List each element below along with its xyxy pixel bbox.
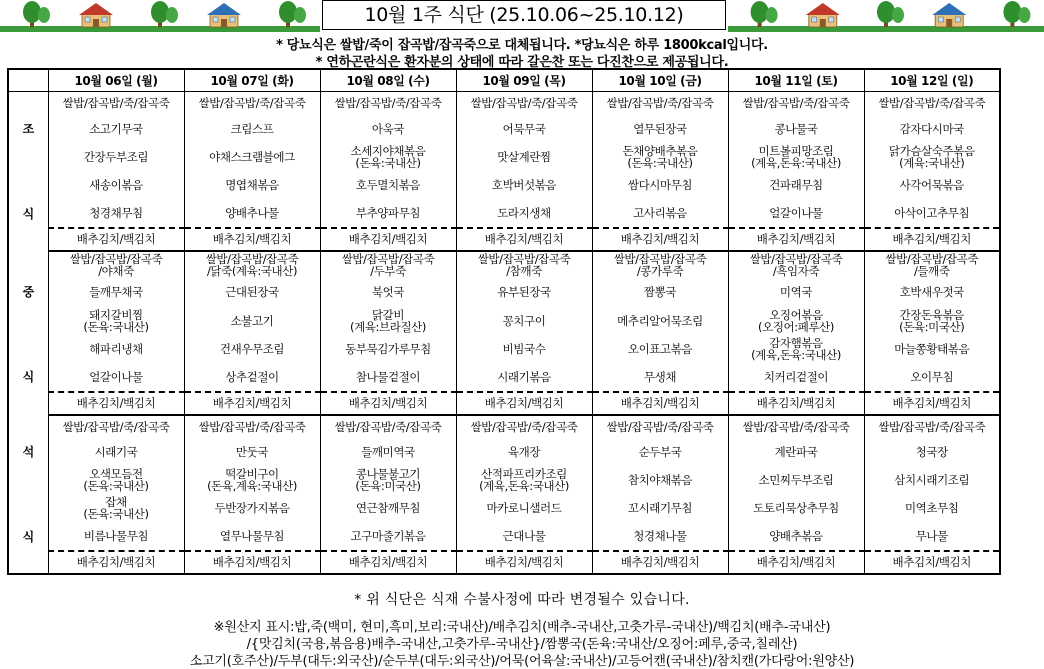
menu-cell: 떡갈비구이 (돈육,계육:국내산) bbox=[184, 466, 320, 494]
menu-cell: 돈채양배추볶음 (돈육:국내산) bbox=[592, 143, 728, 171]
menu-cell: 오이무침 bbox=[864, 363, 1000, 391]
menu-cell: 오색모듬전 (돈육:국내산) bbox=[48, 466, 184, 494]
menu-cell: 호박새우젓국 bbox=[864, 278, 1000, 306]
village-illustration bbox=[728, 0, 1044, 32]
menu-cell: 마늘쫑황태볶음 bbox=[864, 335, 1000, 363]
menu-row bbox=[8, 307, 1000, 335]
menu-cell: 육개장 bbox=[456, 437, 592, 465]
menu-cell: 맛살계란찜 bbox=[456, 143, 592, 171]
day-header: 10월 07일 (화) bbox=[184, 69, 320, 92]
meal-label: 중 bbox=[8, 278, 48, 306]
menu-cell: 쌀밥/잡곡밥/죽/잡곡죽 bbox=[48, 92, 184, 115]
menu-cell: 배추김치/백김치 bbox=[320, 228, 456, 251]
menu-cell: 시래기볶음 bbox=[456, 363, 592, 391]
house-icon bbox=[806, 3, 840, 27]
menu-row bbox=[8, 466, 1000, 494]
menu-row bbox=[8, 171, 1000, 199]
day-header: 10월 12일 (일) bbox=[864, 69, 1000, 92]
menu-cell: 얼갈이나물 bbox=[728, 200, 864, 228]
menu-cell: 쌀밥/잡곡밥/잡곡죽 /닭죽(계육:국내산) bbox=[184, 251, 320, 278]
menu-cell: 비빔국수 bbox=[456, 335, 592, 363]
corner-cell bbox=[8, 69, 48, 92]
menu-cell: 쌀밥/잡곡밥/죽/잡곡죽 bbox=[320, 415, 456, 438]
menu-cell: 닭가슴살숙주볶음 (계육:국내산) bbox=[864, 143, 1000, 171]
menu-row bbox=[8, 200, 1000, 228]
meal-label bbox=[8, 307, 48, 335]
menu-cell: 꼬시래기무침 bbox=[592, 494, 728, 522]
header-decoration-right bbox=[728, 0, 1044, 32]
menu-row bbox=[8, 415, 1000, 438]
meal-label bbox=[8, 251, 48, 278]
menu-cell: 오이표고볶음 bbox=[592, 335, 728, 363]
origin-line: 소고기(호주산)/두부(대두:외국산)/순두부(대두:외국산)/어묵(어육살:국내산)/고등어캔(국내산)/참치캔(가다랑어:원양산) bbox=[189, 654, 855, 669]
menu-cell: 배추김치/백김치 bbox=[728, 392, 864, 415]
menu-cell: 배추김치/백김치 bbox=[592, 551, 728, 574]
menu-row bbox=[8, 114, 1000, 142]
menu-cell: 배추김치/백김치 bbox=[456, 551, 592, 574]
menu-cell: 새송이볶음 bbox=[48, 171, 184, 199]
house-icon bbox=[79, 3, 113, 27]
menu-cell: 배추김치/백김치 bbox=[864, 551, 1000, 574]
menu-cell: 계란파국 bbox=[728, 437, 864, 465]
menu-row bbox=[8, 228, 1000, 251]
menu-cell: 열무나물무침 bbox=[184, 523, 320, 551]
menu-cell: 소고기무국 bbox=[48, 114, 184, 142]
menu-cell: 참치야채볶음 bbox=[592, 466, 728, 494]
day-header: 10월 10일 (금) bbox=[592, 69, 728, 92]
menu-row bbox=[8, 437, 1000, 465]
menu-cell: 배추김치/백김치 bbox=[728, 551, 864, 574]
menu-cell: 쌀밥/잡곡밥/죽/잡곡죽 bbox=[728, 92, 864, 115]
menu-cell: 아삭이고추무침 bbox=[864, 200, 1000, 228]
menu-row bbox=[8, 278, 1000, 306]
menu-cell: 배추김치/백김치 bbox=[320, 551, 456, 574]
meal-label bbox=[8, 466, 48, 494]
change-notice: * 위 식단은 식재 수불사정에 따라 변경될수 있습니다. bbox=[354, 592, 690, 608]
menu-cell: 쌀밥/잡곡밥/잡곡죽 /들깨죽 bbox=[864, 251, 1000, 278]
menu-cell: 건파래무침 bbox=[728, 171, 864, 199]
tree-icon bbox=[751, 1, 778, 27]
village-illustration bbox=[0, 0, 320, 32]
menu-cell: 부추양파무침 bbox=[320, 200, 456, 228]
meal-label bbox=[8, 92, 48, 115]
menu-cell: 쌀밥/잡곡밥/죽/잡곡죽 bbox=[864, 415, 1000, 438]
meal-label bbox=[8, 494, 48, 522]
page-title: 10월 1주 식단 (25.10.06~25.10.12) bbox=[322, 0, 726, 30]
menu-row bbox=[8, 392, 1000, 415]
tree-icon bbox=[877, 1, 904, 27]
menu-cell: 쌀밥/잡곡밥/죽/잡곡죽 bbox=[184, 415, 320, 438]
menu-cell: 청경채무침 bbox=[48, 200, 184, 228]
menu-row bbox=[8, 363, 1000, 391]
menu-cell: 쌀밥/잡곡밥/죽/잡곡죽 bbox=[184, 92, 320, 115]
menu-cell: 비름나물무침 bbox=[48, 523, 184, 551]
menu-cell: 배추김치/백김치 bbox=[864, 228, 1000, 251]
menu-cell: 쌀밥/잡곡밥/잡곡죽 /두부죽 bbox=[320, 251, 456, 278]
menu-row bbox=[8, 494, 1000, 522]
header-decoration-left bbox=[0, 0, 320, 32]
day-header: 10월 09일 (목) bbox=[456, 69, 592, 92]
menu-cell: 야채스크램블에그 bbox=[184, 143, 320, 171]
menu-row bbox=[8, 92, 1000, 115]
day-header: 10월 06일 (월) bbox=[48, 69, 184, 92]
menu-cell: 배추김치/백김치 bbox=[592, 392, 728, 415]
menu-cell: 감자햄볶음 (계육,돈육:국내산) bbox=[728, 335, 864, 363]
menu-cell: 상추겉절이 bbox=[184, 363, 320, 391]
menu-row bbox=[8, 523, 1000, 551]
menu-cell: 꽁치구이 bbox=[456, 307, 592, 335]
menu-cell: 양배추나물 bbox=[184, 200, 320, 228]
menu-cell: 쌀밥/잡곡밥/잡곡죽 /콩가루죽 bbox=[592, 251, 728, 278]
menu-cell: 사각어묵볶음 bbox=[864, 171, 1000, 199]
menu-cell: 소불고기 bbox=[184, 307, 320, 335]
menu-cell: 시래기국 bbox=[48, 437, 184, 465]
menu-cell: 삼치시래기조림 bbox=[864, 466, 1000, 494]
diabetic-notice: * 당뇨식은 쌀밥/죽이 잡곡밥/잡곡죽으로 대체됩니다. *당뇨식은 하루 1800kcal입니다. bbox=[276, 38, 768, 53]
origin-line: ※원산지 표시:밥,죽(백미, 현미,흑미,보리:국내산)/배추김치(배추-국내산,고춧가루-국내산)/백김치(배추-국내산) bbox=[213, 620, 831, 635]
menu-cell: 오징어볶음 (오징어:페루산) bbox=[728, 307, 864, 335]
tree-icon bbox=[1003, 1, 1030, 27]
menu-cell: 배추김치/백김치 bbox=[592, 228, 728, 251]
menu-cell: 해파리냉채 bbox=[48, 335, 184, 363]
menu-cell: 미역초무침 bbox=[864, 494, 1000, 522]
menu-cell: 크림스프 bbox=[184, 114, 320, 142]
menu-cell: 얼갈이나물 bbox=[48, 363, 184, 391]
meal-label bbox=[8, 171, 48, 199]
menu-cell: 배추김치/백김치 bbox=[864, 392, 1000, 415]
menu-cell: 쌀밥/잡곡밥/죽/잡곡죽 bbox=[456, 92, 592, 115]
menu-cell: 배추김치/백김치 bbox=[320, 392, 456, 415]
meal-label bbox=[8, 415, 48, 438]
menu-cell: 감자다시마국 bbox=[864, 114, 1000, 142]
menu-cell: 고구마줄기볶음 bbox=[320, 523, 456, 551]
menu-cell: 들깨미역국 bbox=[320, 437, 456, 465]
menu-cell: 근대나물 bbox=[456, 523, 592, 551]
menu-cell: 배추김치/백김치 bbox=[184, 228, 320, 251]
menu-row bbox=[8, 143, 1000, 171]
menu-cell: 배추김치/백김치 bbox=[48, 228, 184, 251]
menu-cell: 만둣국 bbox=[184, 437, 320, 465]
menu-cell: 쌀밥/잡곡밥/죽/잡곡죽 bbox=[592, 415, 728, 438]
menu-cell: 배추김치/백김치 bbox=[184, 551, 320, 574]
menu-cell: 돼지갈비찜 (돈육:국내산) bbox=[48, 307, 184, 335]
menu-cell: 배추김치/백김치 bbox=[48, 392, 184, 415]
menu-cell: 간장돈육볶음 (돈육:미국산) bbox=[864, 307, 1000, 335]
menu-cell: 참나물겉절이 bbox=[320, 363, 456, 391]
menu-cell: 무생채 bbox=[592, 363, 728, 391]
menu-cell: 청경채나물 bbox=[592, 523, 728, 551]
menu-cell: 호두멸치볶음 bbox=[320, 171, 456, 199]
menu-cell: 명엽채볶음 bbox=[184, 171, 320, 199]
menu-cell: 쌀밥/잡곡밥/죽/잡곡죽 bbox=[320, 92, 456, 115]
menu-cell: 간장두부조림 bbox=[48, 143, 184, 171]
menu-cell: 열무된장국 bbox=[592, 114, 728, 142]
meal-label bbox=[8, 551, 48, 574]
menu-row bbox=[8, 251, 1000, 278]
day-header-row bbox=[8, 69, 1000, 92]
meal-label: 식 bbox=[8, 363, 48, 391]
menu-cell: 쌀밥/잡곡밥/죽/잡곡죽 bbox=[48, 415, 184, 438]
menu-cell: 배추김치/백김치 bbox=[728, 228, 864, 251]
menu-cell: 아욱국 bbox=[320, 114, 456, 142]
menu-cell: 닭갈비 (계육:브라질산) bbox=[320, 307, 456, 335]
menu-cell: 소민찌두부조림 bbox=[728, 466, 864, 494]
menu-cell: 무나물 bbox=[864, 523, 1000, 551]
house-icon bbox=[207, 3, 241, 27]
menu-cell: 어묵무국 bbox=[456, 114, 592, 142]
day-header: 10월 11일 (토) bbox=[728, 69, 864, 92]
menu-cell: 청국장 bbox=[864, 437, 1000, 465]
menu-cell: 쌀밥/잡곡밥/죽/잡곡죽 bbox=[456, 415, 592, 438]
menu-row bbox=[8, 335, 1000, 363]
menu-cell: 양배추볶음 bbox=[728, 523, 864, 551]
menu-cell: 배추김치/백김치 bbox=[456, 392, 592, 415]
menu-cell: 두반장가지볶음 bbox=[184, 494, 320, 522]
meal-label: 식 bbox=[8, 523, 48, 551]
menu-cell: 콩나물국 bbox=[728, 114, 864, 142]
menu-cell: 유부된장국 bbox=[456, 278, 592, 306]
menu-cell: 쌀밥/잡곡밥/잡곡죽 /흑임자죽 bbox=[728, 251, 864, 278]
menu-row bbox=[8, 551, 1000, 574]
menu-cell: 들깨무채국 bbox=[48, 278, 184, 306]
menu-cell: 메추리알어묵조림 bbox=[592, 307, 728, 335]
menu-cell: 고사리볶음 bbox=[592, 200, 728, 228]
menu-cell: 쌀밥/잡곡밥/죽/잡곡죽 bbox=[592, 92, 728, 115]
menu-cell: 소세지야채볶음 (돈육:국내산) bbox=[320, 143, 456, 171]
menu-cell: 건새우무조림 bbox=[184, 335, 320, 363]
tree-icon bbox=[151, 1, 178, 27]
menu-cell: 배추김치/백김치 bbox=[184, 392, 320, 415]
menu-cell: 호박버섯볶음 bbox=[456, 171, 592, 199]
menu-cell: 미역국 bbox=[728, 278, 864, 306]
meal-label: 식 bbox=[8, 200, 48, 228]
menu-cell: 순두부국 bbox=[592, 437, 728, 465]
meal-label bbox=[8, 392, 48, 415]
menu-cell: 쌀밥/잡곡밥/잡곡죽 /야채죽 bbox=[48, 251, 184, 278]
meal-label bbox=[8, 143, 48, 171]
menu-cell: 동부묵김가루무침 bbox=[320, 335, 456, 363]
meal-label: 조 bbox=[8, 114, 48, 142]
day-header: 10월 08일 (수) bbox=[320, 69, 456, 92]
menu-cell: 근대된장국 bbox=[184, 278, 320, 306]
menu-cell: 쌀밥/잡곡밥/죽/잡곡죽 bbox=[728, 415, 864, 438]
menu-cell: 도토리묵상추무침 bbox=[728, 494, 864, 522]
menu-cell: 도라지생채 bbox=[456, 200, 592, 228]
menu-cell: 배추김치/백김치 bbox=[48, 551, 184, 574]
menu-cell: 배추김치/백김치 bbox=[456, 228, 592, 251]
menu-cell: 산적파프리카조림 (계육,돈육:국내산) bbox=[456, 466, 592, 494]
menu-cell: 쌀밥/잡곡밥/죽/잡곡죽 bbox=[864, 92, 1000, 115]
menu-cell: 쌈다시마무침 bbox=[592, 171, 728, 199]
weekly-menu-table bbox=[7, 68, 1001, 575]
meal-label bbox=[8, 228, 48, 251]
meal-label: 석 bbox=[8, 437, 48, 465]
menu-cell: 잡채 (돈육:국내산) bbox=[48, 494, 184, 522]
menu-cell: 미트볼피망조림 (계육,돈육:국내산) bbox=[728, 143, 864, 171]
tree-icon bbox=[23, 1, 50, 27]
menu-cell: 연근참깨무침 bbox=[320, 494, 456, 522]
origin-line: /{맛김치(국용,볶음용)배추-국내산,고춧가루-국내산}/짬뽕국(돈육:국내산/오징어:페루,중국,칠레산) bbox=[246, 637, 798, 652]
meal-label bbox=[8, 335, 48, 363]
menu-cell: 짬뽕국 bbox=[592, 278, 728, 306]
menu-cell: 북엇국 bbox=[320, 278, 456, 306]
menu-cell: 마카로니샐러드 bbox=[456, 494, 592, 522]
menu-cell: 콩나물불고기 (돈육:미국산) bbox=[320, 466, 456, 494]
menu-cell: 쌀밥/잡곡밥/잡곡죽 /참깨죽 bbox=[456, 251, 592, 278]
house-icon bbox=[932, 3, 966, 27]
menu-cell: 치커리겉절이 bbox=[728, 363, 864, 391]
tree-icon bbox=[279, 1, 306, 27]
dysphagia-notice: * 연하곤란식은 환자분의 상태에 따라 갈은찬 또는 다진찬으로 제공됩니다. bbox=[315, 55, 729, 70]
